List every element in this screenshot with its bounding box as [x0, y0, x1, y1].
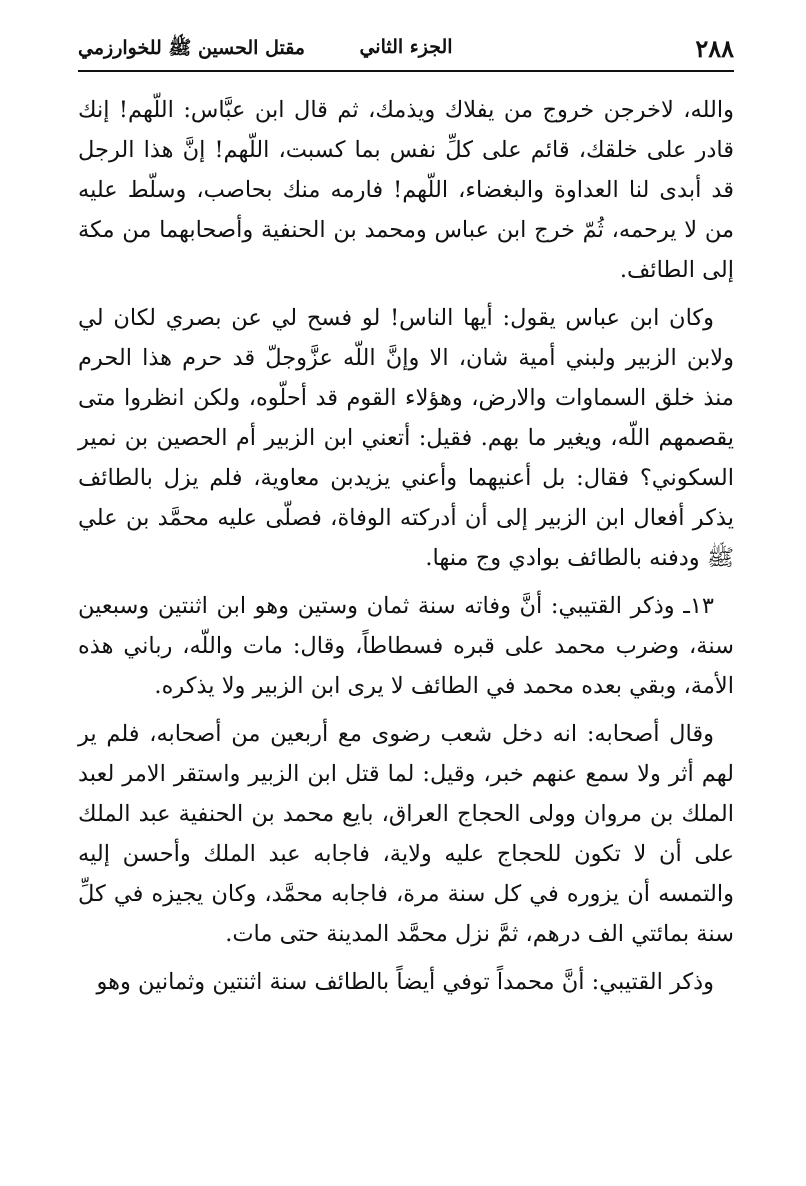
paragraph: وقال أصحابه: انه دخل شعب رضوى مع أربعين من أصحابه، فلم ير لهم أثر ولا سمع عنهم خبر، وقيل: لما قتل ابن الزبير واستقر الامر لعبد الملك بن مروان وولى الحجاج العراق، بايع محمد بن الحنفية عبد الملك على أن لا تكون للحجاج عليه ولاية، فاجابه عبد الملك وأحسن إليه والتمسه أن يزوره في كل سنة مرة، فاجابه محمَّد، وكان يجيزه في كلِّ سنة بمائتي الف درهم، ثمَّ نزل محمَّد المدينة حتى مات.	[78, 721, 734, 947]
paragraph: ١٣ـ وذكر القتيبي: أنَّ وفاته سنة ثمان وستين وهو ابن اثنتين وسبعين سنة، وضرب محمد على قبره فسطاطاً، وقال: مات واللّه، رباني هذه الأمة، وبقي بعده محمد في الطائف لا يرى ابن الزبير ولا يذكره.	[78, 593, 734, 699]
book-title: مقتل الحسين ﷺ للخوارزمي	[78, 37, 305, 59]
paragraph: وكان ابن عباس يقول: أيها الناس! لو فسح لي عن بصري لكان لي ولابن الزبير ولبني أمية شان، الا وإنَّ اللّه عزَّوجلّ قد حرم هذا الحرم منذ خلق السماوات والارض، وهؤلاء القوم قد أحلّوه، ولكن انظروا متى يقصمهم اللّه، ويغير ما بهم. فقيل: أتعني ابن الزبير أم الحصين بن نمير السكوني؟ فقال: بل أعنيهما وأعني يزيدبن معاوية، فلم يزل بالطائف يذكر أفعال ابن الزبير إلى أن أدركته الوفاة، فصلّى عليه محمَّد بن علي ﷺ ودفنه بالطائف بوادي وج منها.	[78, 305, 734, 571]
book-page	[78, 26, 734, 1156]
page-number: ٢٨٨	[695, 34, 734, 63]
header-rule	[78, 70, 734, 72]
part-title: الجزء الثاني	[359, 36, 453, 58]
paragraph: وذكر القتيبي: أنَّ محمداً توفي أيضاً بالطائف سنة اثنتين وثمانين وهو	[96, 969, 714, 995]
page-header	[78, 26, 734, 70]
paragraph: والله، لاخرجن خروج من يفلاك ويذمك، ثم قال ابن عبَّاس: اللّهم! إنك قادر على خلقك، قائم على كلِّ نفس بما كسبت، اللّهم! إنَّ هذا الرجل قد أبدى لنا العداوة والبغضاء، اللّهم! فارمه منك بحاصب، وسلّط عليه من لا يرحمه، ثُمّ خرج ابن عباس ومحمد بن الحنفية وأصحابهما من مكة إلى الطائف.	[78, 97, 734, 283]
body-text	[78, 90, 734, 1002]
